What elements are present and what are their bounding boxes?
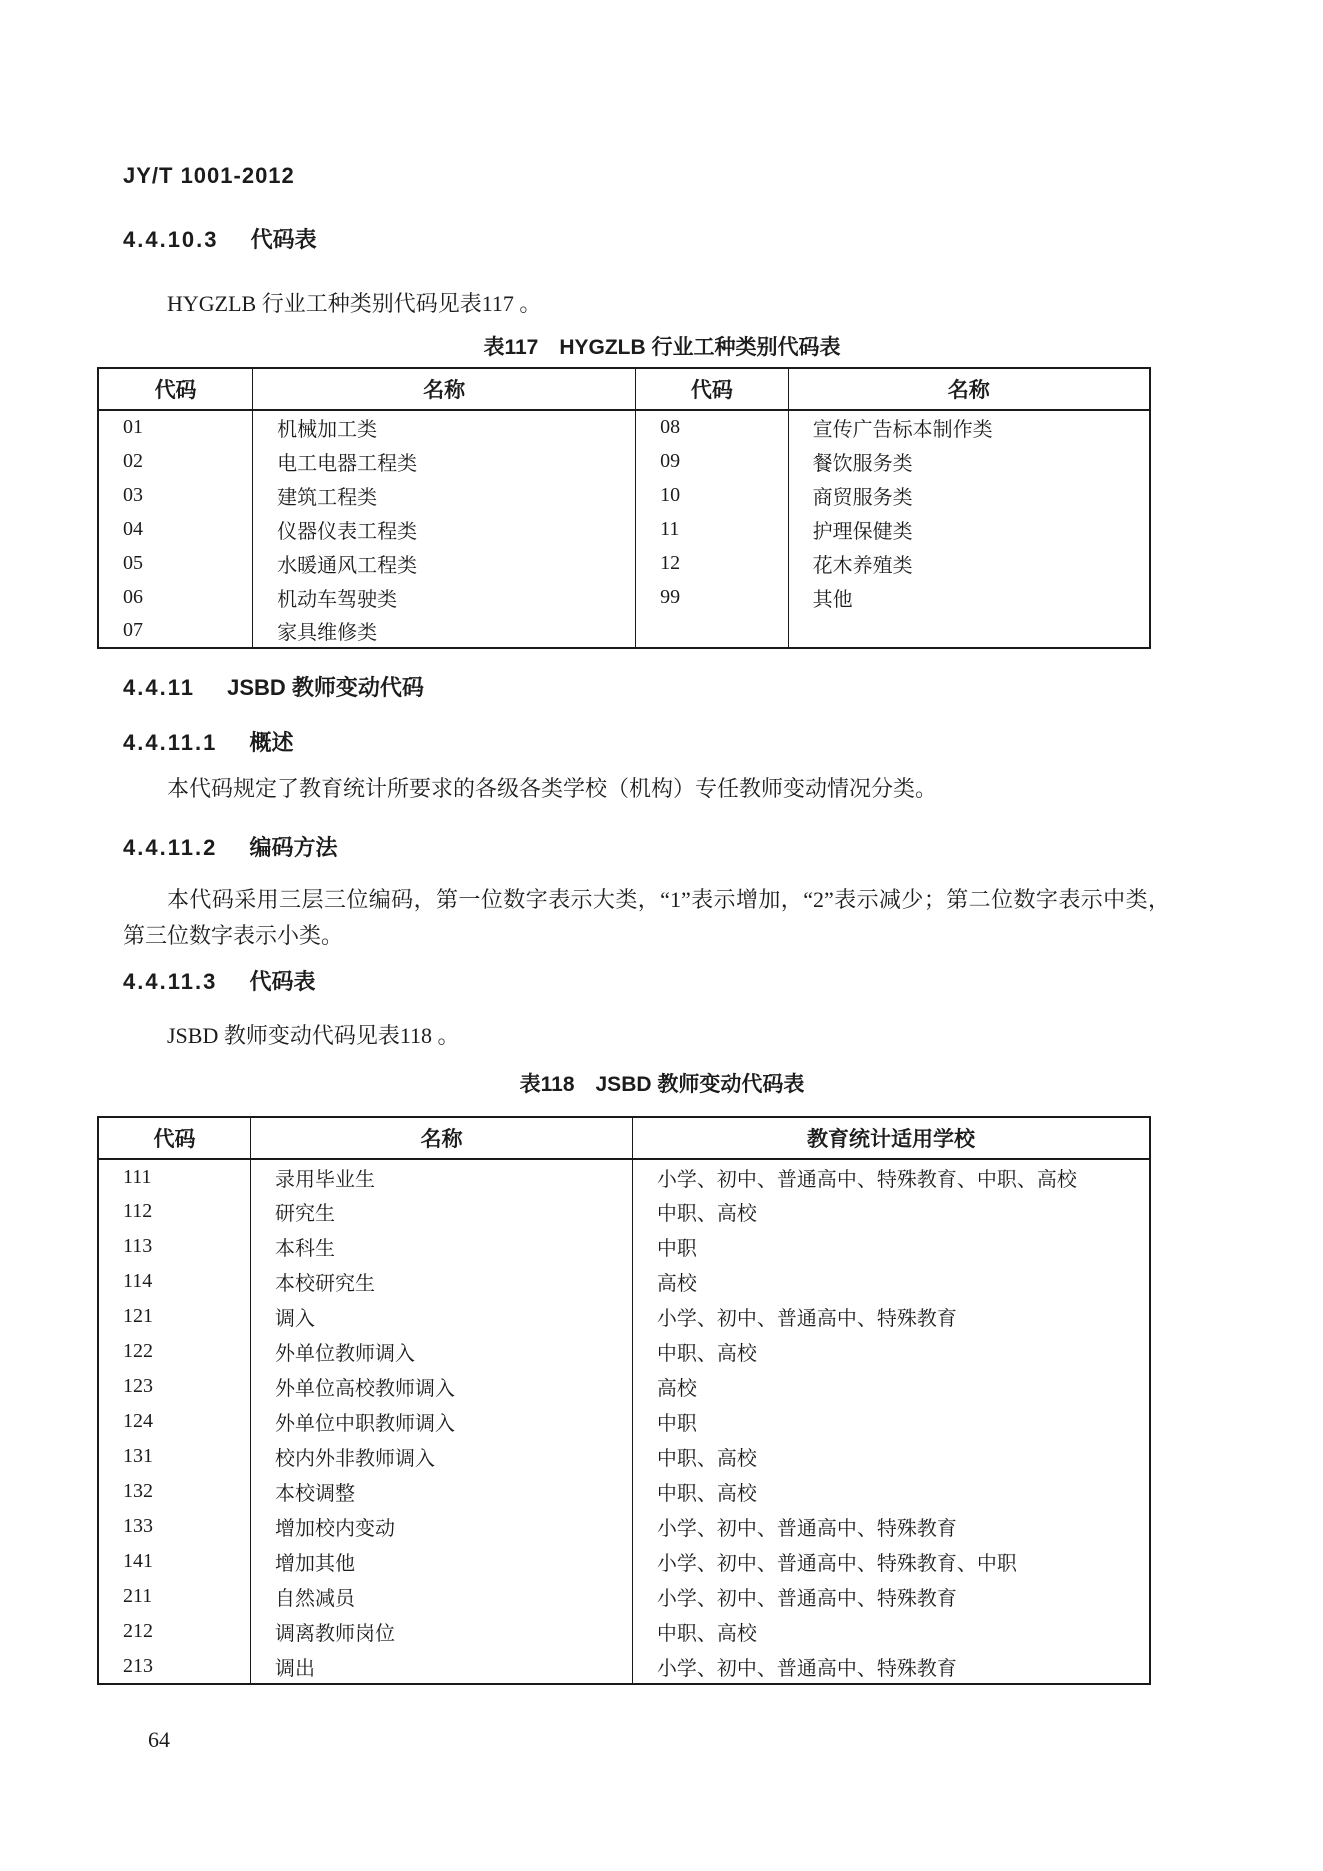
table-cell: 研究生 — [251, 1194, 633, 1229]
table-cell: 中职、高校 — [632, 1194, 1150, 1229]
table-cell: 外单位教师调入 — [251, 1334, 633, 1369]
column-header: 教育统计适用学校 — [632, 1117, 1150, 1159]
table-cell: 06 — [123, 585, 143, 608]
table-cell: 护理保健类 — [788, 512, 1150, 546]
table-row — [98, 614, 1150, 648]
heading-number: 4.4.11 — [123, 675, 195, 700]
table-row — [98, 1194, 1150, 1229]
table-row — [98, 546, 1150, 580]
table-cell: 小学、初中、普通高中、特殊教育 — [632, 1509, 1150, 1544]
table-row — [98, 1649, 1150, 1684]
table-cell: 213 — [123, 1654, 153, 1677]
table-cell: 11 — [636, 512, 789, 546]
table-cell: 小学、初中、普通高中、特殊教育、中职 — [632, 1544, 1150, 1579]
table-row — [98, 1614, 1150, 1649]
page-number: 64 — [148, 1727, 170, 1752]
heading-4-4-11-1 — [123, 729, 1323, 757]
table-cell: 122 — [123, 1340, 153, 1362]
table-row — [98, 1264, 1150, 1299]
table-cell: 调离教师岗位 — [251, 1614, 633, 1649]
table-cell: 03 — [123, 483, 143, 506]
table-cell: 07 — [123, 619, 143, 641]
table-cell: 中职、高校 — [632, 1439, 1150, 1474]
table-row — [98, 1509, 1150, 1544]
table-cell: 114 — [123, 1270, 153, 1292]
table-cell: 其他 — [788, 580, 1150, 614]
table-cell: 调出 — [251, 1649, 633, 1684]
table-cell: 水暖通风工程类 — [253, 546, 636, 580]
table118-title: 表118 JSBD 教师变动代码表 — [519, 1073, 805, 1096]
table-cell: 中职、高校 — [632, 1334, 1150, 1369]
table-cell: 01 — [123, 416, 143, 438]
table-cell: 调入 — [251, 1299, 633, 1334]
table-row — [98, 1404, 1150, 1439]
table-cell: 中职、高校 — [632, 1614, 1150, 1649]
heading-number: 4.4.11.3 — [123, 969, 218, 994]
table-cell: 113 — [123, 1235, 153, 1257]
table-cell: 02 — [123, 449, 143, 472]
table-cell: 家具维修类 — [253, 614, 636, 648]
heading-number: 4.4.11.1 — [123, 730, 218, 755]
table-cell — [636, 614, 789, 648]
table-cell: 本科生 — [251, 1229, 633, 1264]
table-cell: 124 — [123, 1410, 153, 1432]
table-cell: 商贸服务类 — [788, 478, 1150, 512]
table-row — [98, 1159, 1150, 1194]
table-cell: 132 — [123, 1480, 153, 1502]
table-cell: 12 — [636, 546, 789, 580]
table-row — [98, 580, 1150, 614]
heading-4-4-11-3 — [123, 968, 1323, 996]
column-header: 代码 — [98, 368, 253, 410]
table-cell: 外单位高校教师调入 — [251, 1369, 633, 1404]
table-row — [98, 1229, 1150, 1264]
heading-number: 4.4.11.2 — [123, 835, 218, 860]
column-header: 名称 — [251, 1117, 633, 1159]
table-row — [98, 1334, 1150, 1369]
table-cell: 校内外非教师调入 — [251, 1439, 633, 1474]
table-cell: 自然减员 — [251, 1579, 633, 1614]
table-cell: 121 — [123, 1305, 153, 1327]
table-row — [98, 410, 1150, 444]
table117 — [97, 367, 1151, 649]
table-cell: 中职 — [632, 1404, 1150, 1439]
heading-title: 编码方法 — [249, 835, 338, 860]
table-row — [98, 1439, 1150, 1474]
table-row — [98, 1299, 1150, 1334]
table-row — [98, 1544, 1150, 1579]
heading-number: 4.4.10.3 — [123, 227, 219, 252]
heading-title: 代码表 — [250, 227, 317, 252]
table-cell: 建筑工程类 — [253, 478, 636, 512]
heading-4-4-10-3 — [123, 226, 1323, 254]
heading-title: 代码表 — [249, 969, 316, 994]
table117-title: 表117 HYGZLB 行业工种类别代码表 — [483, 336, 841, 359]
table-cell: 09 — [636, 444, 789, 478]
table-row — [98, 512, 1150, 546]
table-cell: 中职 — [632, 1229, 1150, 1264]
table-cell: 99 — [636, 580, 789, 614]
paragraph-hygzlb-ref: HYGZLB 行业工种类别代码见表117 。 — [167, 291, 542, 316]
table-cell: 123 — [123, 1375, 153, 1397]
heading-4-4-11 — [123, 674, 1323, 702]
standard-number: JY/T 1001-2012 — [123, 163, 295, 188]
column-header: 代码 — [98, 1117, 251, 1159]
heading-title: JSBD 教师变动代码 — [227, 675, 424, 700]
table-cell: 增加其他 — [251, 1544, 633, 1579]
heading-title: 概述 — [249, 730, 294, 755]
column-header: 代码 — [636, 368, 789, 410]
table-cell: 高校 — [632, 1264, 1150, 1299]
table-cell — [788, 614, 1150, 648]
table-cell: 花木养殖类 — [788, 546, 1150, 580]
table-cell: 211 — [123, 1585, 153, 1607]
column-header: 名称 — [788, 368, 1150, 410]
table-cell: 141 — [123, 1550, 153, 1572]
paragraph-overview: 本代码规定了教育统计所要求的各级各类学校（机构）专任教师变动情况分类。 — [167, 776, 938, 801]
table-row — [98, 1579, 1150, 1614]
table-cell: 小学、初中、普通高中、特殊教育 — [632, 1299, 1150, 1334]
table-cell: 增加校内变动 — [251, 1509, 633, 1544]
table-cell: 小学、初中、普通高中、特殊教育 — [632, 1579, 1150, 1614]
table-cell: 08 — [636, 410, 789, 444]
table-header-row — [98, 368, 1150, 410]
table-cell: 小学、初中、普通高中、特殊教育、中职、高校 — [632, 1159, 1150, 1194]
column-header: 名称 — [253, 368, 636, 410]
table-cell: 录用毕业生 — [251, 1159, 633, 1194]
heading-4-4-11-2 — [123, 834, 1323, 862]
table-cell: 机械加工类 — [253, 410, 636, 444]
table-cell: 10 — [636, 478, 789, 512]
table-cell: 高校 — [632, 1369, 1150, 1404]
paragraph-coding-method: 本代码采用三层三位编码，第一位数字表示大类，“1”表示增加，“2”表示减少；第二位数字表示中类，第三位数字表示小类。 — [123, 887, 1170, 948]
table-cell: 111 — [123, 1165, 152, 1188]
table-header-row — [98, 1117, 1150, 1159]
table-cell: 仪器仪表工程类 — [253, 512, 636, 546]
table-cell: 133 — [123, 1515, 153, 1537]
table-row — [98, 1369, 1150, 1404]
table-cell: 电工电器工程类 — [253, 444, 636, 478]
paragraph-jsbd-ref: JSBD 教师变动代码见表118 。 — [167, 1023, 460, 1048]
table-cell: 131 — [123, 1445, 153, 1467]
table-row — [98, 478, 1150, 512]
table-cell: 212 — [123, 1620, 153, 1642]
table-cell: 中职、高校 — [632, 1474, 1150, 1509]
table-cell: 餐饮服务类 — [788, 444, 1150, 478]
table-cell: 04 — [123, 517, 143, 540]
table-cell: 112 — [123, 1200, 153, 1222]
table-cell: 05 — [123, 551, 143, 574]
table-row — [98, 444, 1150, 478]
table-cell: 宣传广告标本制作类 — [788, 410, 1150, 444]
table-row — [98, 1474, 1150, 1509]
table118 — [97, 1116, 1151, 1685]
table-cell: 本校调整 — [251, 1474, 633, 1509]
table-cell: 机动车驾驶类 — [253, 580, 636, 614]
table-cell: 外单位中职教师调入 — [251, 1404, 633, 1439]
table-cell: 本校研究生 — [251, 1264, 633, 1299]
table-cell: 小学、初中、普通高中、特殊教育 — [632, 1649, 1150, 1684]
